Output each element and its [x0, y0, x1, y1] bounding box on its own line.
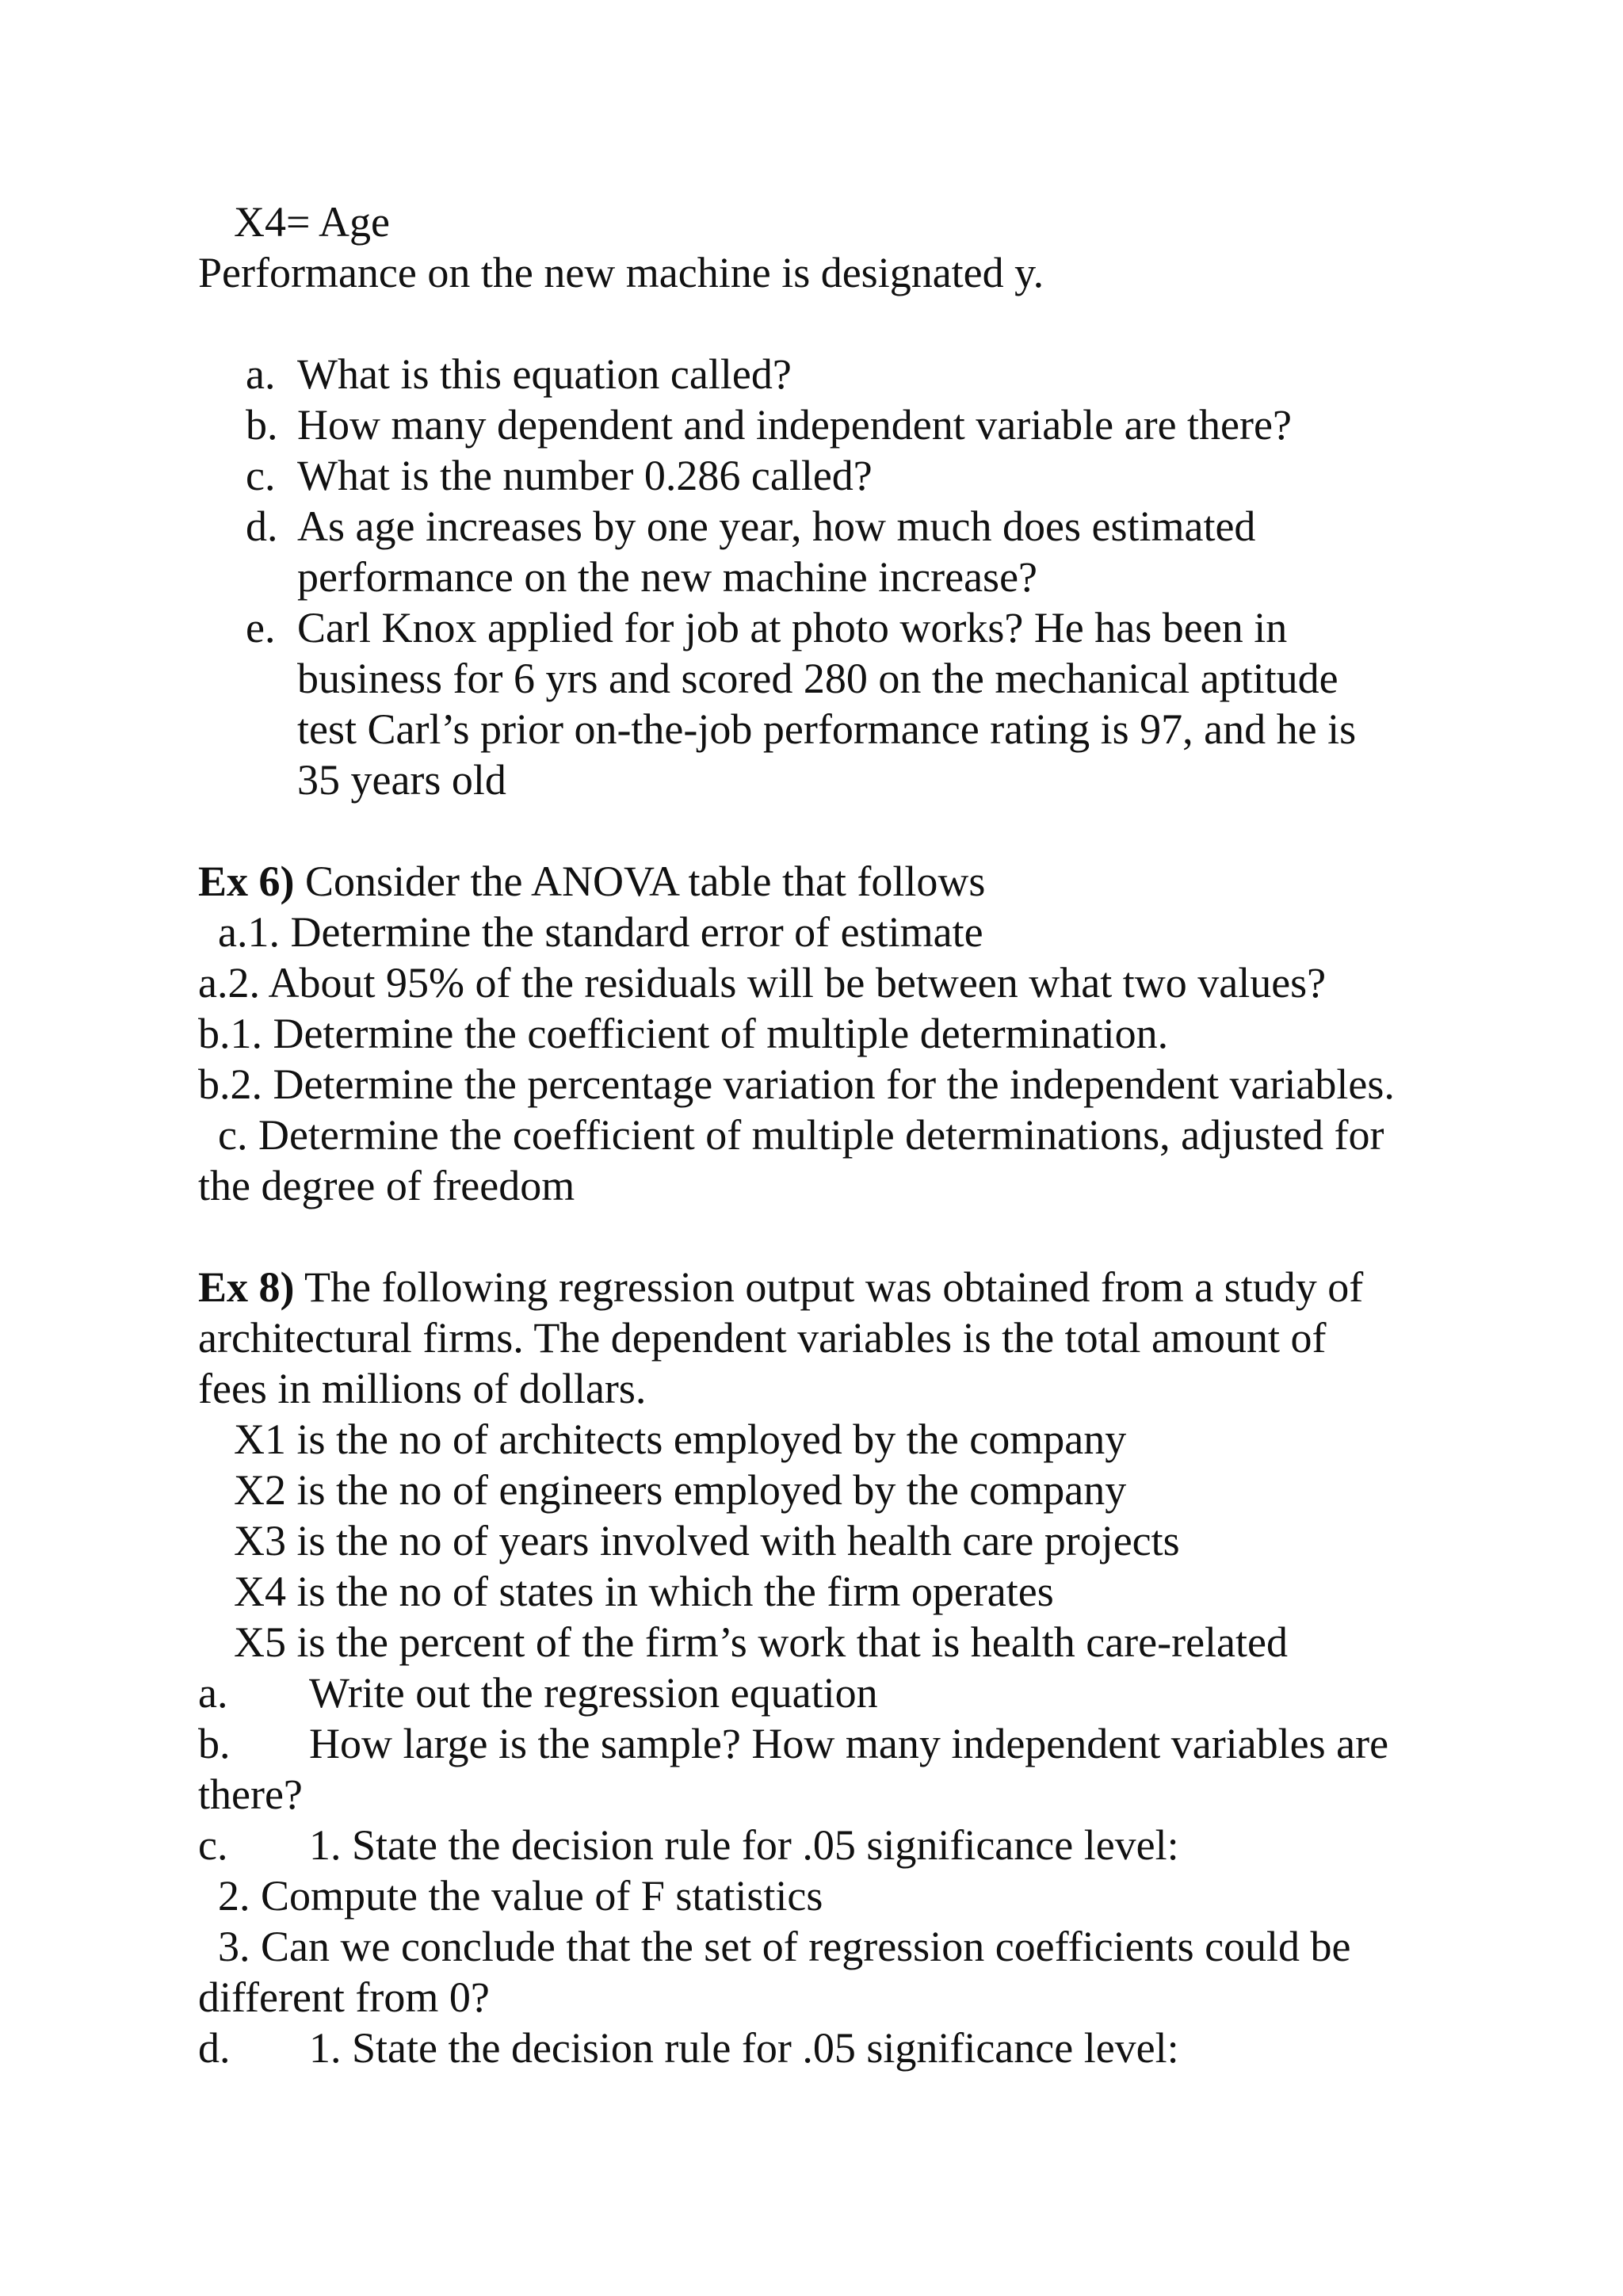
- ex6-c-line1: c. Determine the coefficient of multiple determinations, adjusted for: [218, 1111, 1384, 1159]
- ex8-a-text: Write out the regression equation: [309, 1669, 878, 1717]
- ex6-a1: a.1. Determine the standard error of estimate: [218, 908, 983, 956]
- ex8-x2-definition: X2 is the no of engineers employed by the company: [234, 1466, 1127, 1514]
- ex8-heading-line3: fees in millions of dollars.: [198, 1365, 647, 1412]
- question-b-text: How many dependent and independent variable are there?: [297, 401, 1292, 449]
- ex6-b2: b.2. Determine the percentage variation for the independent variables.: [198, 1060, 1395, 1108]
- question-e-marker: e.: [246, 604, 276, 651]
- ex8-c3-line1: 3. Can we conclude that the set of regression coefficients could be: [218, 1923, 1351, 1970]
- ex8-heading-line1: [198, 1262, 1363, 1312]
- ex8-b-line1: How large is the sample? How many independent variables are: [309, 1720, 1389, 1767]
- ex8-x5-definition: X5 is the percent of the firm’s work that is health care-related: [234, 1618, 1288, 1666]
- ex8-x3-definition: X3 is the no of years involved with health care projects: [234, 1517, 1180, 1564]
- question-d-line1: As age increases by one year, how much does estimated: [297, 502, 1256, 550]
- ex8-c2: 2. Compute the value of F statistics: [218, 1872, 823, 1920]
- question-c-text: What is the number 0.286 called?: [297, 452, 873, 499]
- question-b-marker: b.: [246, 401, 278, 449]
- ex6-heading: [198, 856, 985, 907]
- question-e-line4: 35 years old: [297, 756, 506, 804]
- question-c-marker: c.: [246, 452, 276, 499]
- ex8-b-line2: there?: [198, 1771, 303, 1818]
- question-a-marker: a.: [246, 350, 276, 398]
- performance-definition: Performance on the new machine is designated y.: [198, 249, 1044, 296]
- ex8-c-marker: c.: [198, 1821, 228, 1869]
- question-d-line2: performance on the new machine increase?: [297, 553, 1038, 601]
- ex8-heading-line2: architectural firms. The dependent variables is the total amount of: [198, 1314, 1327, 1362]
- ex6-c-line2: the degree of freedom: [198, 1162, 575, 1209]
- question-e-line2: business for 6 yrs and scored 280 on the mechanical aptitude: [297, 655, 1338, 702]
- ex8-c1: 1. State the decision rule for .05 significance level:: [309, 1821, 1179, 1869]
- ex6-heading-text: Consider the ANOVA table that follows: [294, 858, 986, 905]
- ex8-d-marker: d.: [198, 2024, 231, 2072]
- question-a-text: What is this equation called?: [297, 350, 792, 398]
- ex8-label: Ex 8): [198, 1263, 295, 1311]
- ex8-x1-definition: X1 is the no of architects employed by the company: [234, 1415, 1127, 1463]
- x4-definition: X4= Age: [234, 198, 390, 246]
- question-e-line3: test Carl’s prior on-the-job performance rating is 97, and he is: [297, 705, 1357, 753]
- ex6-b1: b.1. Determine the coefficient of multiple determination.: [198, 1010, 1169, 1057]
- ex8-c3-line2: different from 0?: [198, 1973, 490, 2021]
- ex8-x4-definition: X4 is the no of states in which the firm operates: [234, 1568, 1054, 1615]
- ex6-label: Ex 6): [198, 858, 295, 905]
- question-d-marker: d.: [246, 502, 278, 550]
- ex6-a2: a.2. About 95% of the residuals will be between what two values?: [198, 959, 1327, 1007]
- question-e-line1: Carl Knox applied for job at photo works? He has been in: [297, 604, 1288, 651]
- ex8-a-marker: a.: [198, 1669, 228, 1717]
- ex8-d1: 1. State the decision rule for .05 significance level:: [309, 2024, 1179, 2072]
- ex8-b-marker: b.: [198, 1720, 231, 1767]
- ex8-heading-text: The following regression output was obtained from a study of: [294, 1263, 1364, 1311]
